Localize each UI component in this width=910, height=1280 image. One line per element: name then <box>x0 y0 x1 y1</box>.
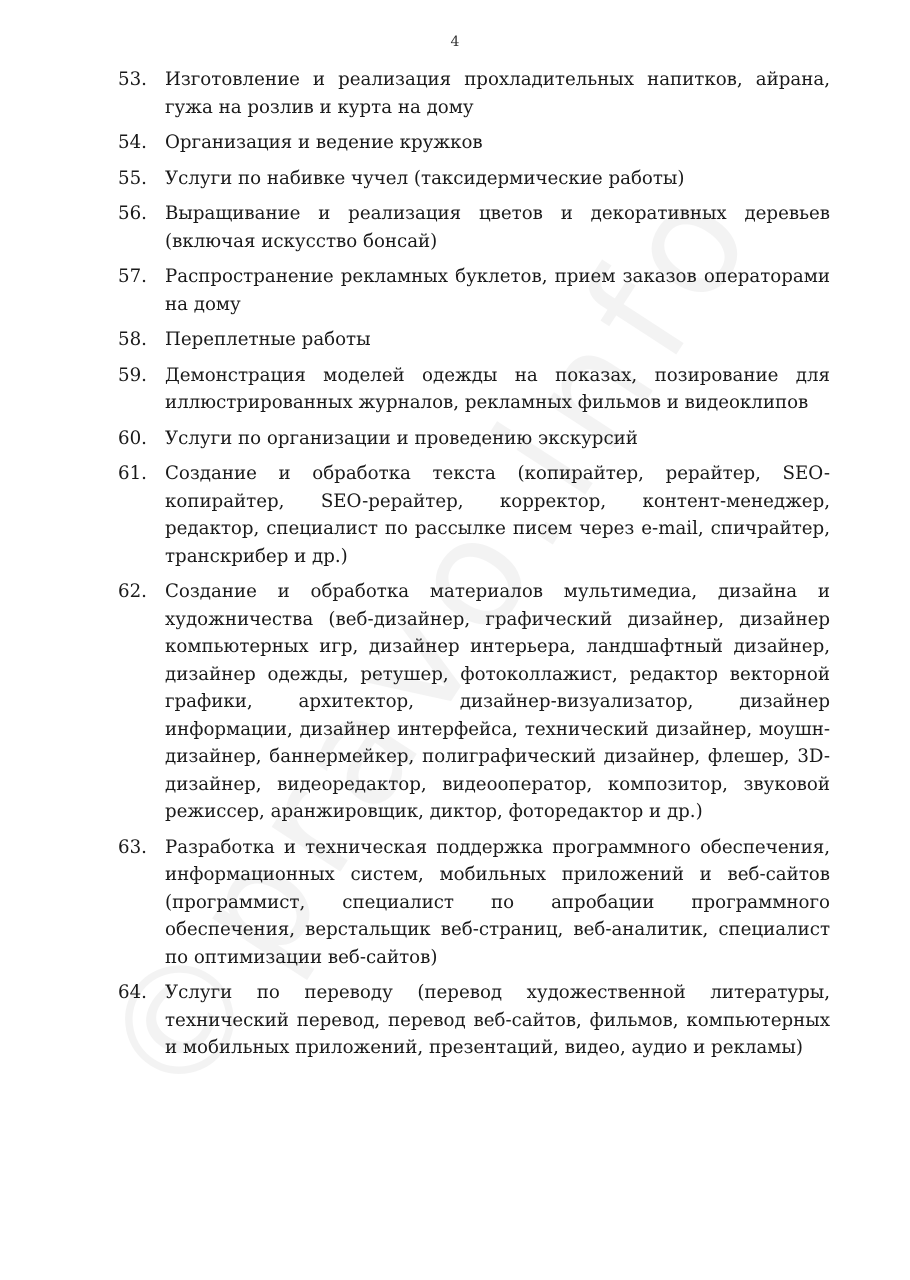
item-text: Разработка и техническая поддержка программного обеспечения, информационных систем, мобильных приложений и веб-сайтов (программист, специалист по апробации программного обеспечения, верстальщик веб-страниц, веб-аналитик, специалист по оптимизации веб-сайтов) <box>165 836 830 968</box>
list-item <box>118 979 830 1062</box>
item-number: 53. <box>118 69 147 90</box>
item-text: Создание и обработка текста (копирайтер, рерайтер, SEO-копирайтер, SEO-рерайтер, корректор, контент-менеджер, редактор, специалист по рассылке писем через e-mail, спичрайтер, транскрибер и др.) <box>165 463 830 567</box>
item-number: 54. <box>118 132 147 153</box>
list-item <box>118 460 830 570</box>
list-item <box>118 263 830 318</box>
item-text: Распространение рекламных буклетов, прием заказов операторами на дому <box>165 266 830 315</box>
list-item <box>118 578 830 826</box>
list-item <box>118 425 830 453</box>
item-number: 64. <box>118 982 147 1003</box>
item-number: 62. <box>118 581 147 602</box>
item-number: 59. <box>118 364 147 386</box>
list-item <box>118 200 830 255</box>
list-item <box>118 66 830 121</box>
item-number: 56. <box>118 203 147 224</box>
list-item <box>118 165 830 193</box>
page-number: 4 <box>450 34 460 50</box>
item-text: Услуги по организации и проведению экскурсий <box>165 427 638 449</box>
item-text: Изготовление и реализация прохладительных напитков, айрана, гужа на розлив и курта на дому <box>165 69 830 118</box>
item-number: 61. <box>118 463 147 484</box>
list-item <box>118 326 830 354</box>
item-text: Переплетные работы <box>165 329 371 350</box>
item-number: 58. <box>118 329 147 350</box>
item-text: Создание и обработка материалов мультимедиа, дизайна и художничества (веб-дизайнер, графический дизайнер, дизайнер компьютерных игр, дизайнер интерьера, ландшафтный дизайнер, дизайнер одежды, ретушер, фотоколлажист, редактор векторной графики, архитектор, дизайнер-визуализатор, дизайнер информации, дизайнер интерфейса, технический дизайнер, моушн-дизайнер, баннермейкер, полиграфический дизайнер, флешер, 3D-дизайнер, видеоредактор, видеооператор, композитор, звуковой режиссер, аранжировщик, диктор, фоторедактор и др.) <box>165 581 830 822</box>
item-text: Организация и ведение кружков <box>165 132 483 153</box>
item-text: Выращивание и реализация цветов и декоративных деревьев (включая искусство бонсай) <box>165 203 830 252</box>
item-text: Услуги по набивке чучел (таксидермические работы) <box>165 167 685 189</box>
item-number: 60. <box>118 427 147 449</box>
item-text: Услуги по переводу (перевод художественной литературы, технический перевод, перевод веб-сайтов, фильмов, компьютерных и мобильных приложений, презентаций, видео, аудио и рекламы) <box>165 982 830 1058</box>
list-item <box>118 834 830 972</box>
list-item <box>118 362 830 417</box>
services-list <box>118 66 830 1070</box>
item-number: 63. <box>118 836 147 858</box>
list-item <box>118 129 830 157</box>
item-number: 55. <box>118 167 147 189</box>
item-text: Демонстрация моделей одежды на показах, позирование для иллюстрированных журналов, рекламных фильмов и видеоклипов <box>165 364 830 413</box>
item-number: 57. <box>118 266 147 287</box>
